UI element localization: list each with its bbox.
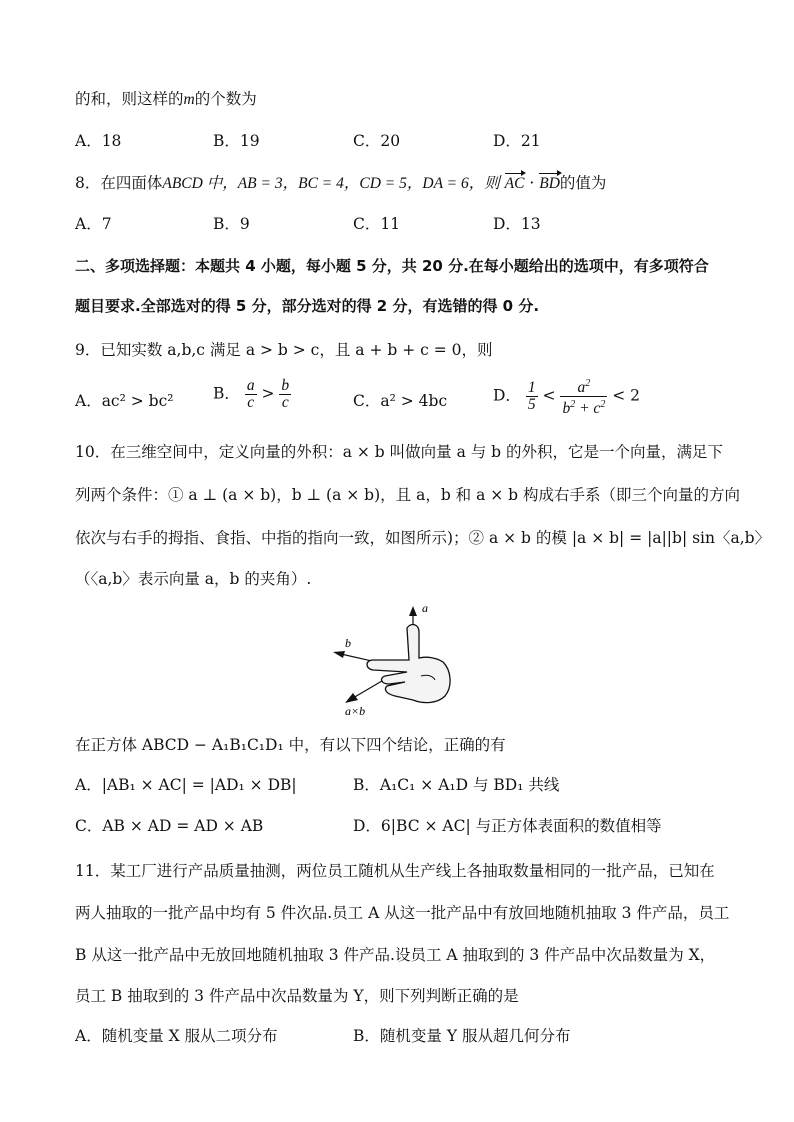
q10-line5: 在正方体 ABCD − A₁B₁C₁D₁ 中，有以下四个结论，正确的有 xyxy=(75,736,506,754)
q8-stem: 8．在四面体ABCD 中，AB = 3，BC = 4，CD = 5，DA = 6，则 AC · BD的值为 xyxy=(75,174,607,192)
q7-option-c: C．20 xyxy=(353,132,401,150)
vector-ac: AC xyxy=(504,175,525,192)
fraction-b-over-c: $\frac{b}{c}$ xyxy=(281,377,290,411)
q11-line4: 员工 B 抽取到的 3 件产品中次品数量为 Y，则下列判断正确的是 xyxy=(75,987,519,1005)
q7-option-b: B．19 xyxy=(213,132,260,150)
section2-line2: 题目要求.全部选对的得 5 分，部分选对的得 2 分，有选错的得 0 分. xyxy=(75,297,540,315)
right-hand-rule-figure xyxy=(325,600,465,720)
vector-b-arrowhead xyxy=(333,651,345,658)
vector-axb-label: a×b xyxy=(345,704,366,718)
q11-line2: 两人抽取的一批产品中均有 5 件次品.员工 A 从这一批产品中有放回地随机抽取 3 件产品，员工 xyxy=(75,904,730,922)
q9-option-d-label: D． xyxy=(493,386,521,405)
fraction-a-over-c: $\frac{a}{c}$ xyxy=(246,377,255,411)
q7-option-d: D．21 xyxy=(493,132,541,150)
q10-line4: （〈a,b〉表示向量 a，b 的夹角）. xyxy=(75,570,312,588)
q8-option-d: D．13 xyxy=(493,215,541,233)
hand-outline xyxy=(367,625,450,703)
q7-var: m xyxy=(183,91,195,108)
q7-tail2: 的个数为 xyxy=(194,90,257,108)
q11-line3: B 从这一批产品中无放回地随机抽取 3 件产品.设员工 A 抽取到的 3 件产品中次品数量为 X， xyxy=(75,946,716,964)
q9-stem: 9．已知实数 a,b,c 满足 a > b > c，且 a + b + c = 0，则 xyxy=(75,341,493,359)
q11-option-a: A．随机变量 X 服从二项分布 xyxy=(75,1027,278,1045)
q10-line1: 10．在三维空间中，定义向量的外积：a × b 叫做向量 a 与 b 的外积，它是一个向量，满足下 xyxy=(75,443,724,461)
vector-a-arrowhead xyxy=(409,606,417,616)
q8-suffix: 的值为 xyxy=(559,174,607,192)
q11-line1: 11．某工厂进行产品质量抽测，两位员工随机从生产线上各抽取数量相同的一批产品，已知在 xyxy=(75,862,715,880)
q10-option-a: A．|AB₁ × AC| = |AD₁ × DB| xyxy=(75,776,297,794)
q9-option-c: C．a² > 4bc xyxy=(353,392,448,410)
q8-option-a: A．7 xyxy=(75,215,112,233)
vector-a-label: a xyxy=(422,601,428,615)
q8-option-c: C．11 xyxy=(353,215,401,233)
vector-bd: BD xyxy=(539,175,560,192)
fraction-a2-over-b2c2: $\frac{a^2}{b^2 + c^2}$ xyxy=(562,378,606,418)
vector-b-label: b xyxy=(345,636,351,650)
section2-line1: 二、多项选择题：本题共 4 小题，每小题 5 分，共 20 分.在每小题给出的选项中，有多项符合 xyxy=(75,257,709,275)
q10-option-d: D．6|BC × AC| 与正方体表面积的数值相等 xyxy=(353,817,662,835)
q8-prefix: 8．在四面体 xyxy=(75,174,163,192)
q7-tail-text: 的和，则这样的 xyxy=(75,90,184,108)
q10-line3: 依次与右手的拇指、食指、中指的指向一致，如图所示)；② a × b 的模 |a × b| = |a||b| sin〈a,b〉 xyxy=(75,529,771,547)
q7-option-a: A．18 xyxy=(75,132,122,150)
q10-option-b: B．A₁C₁ × A₁D 与 BD₁ 共线 xyxy=(353,776,560,794)
q9-option-a: A．ac² > bc² xyxy=(75,392,174,410)
q9-option-b: B． $\frac{a}{c}$ > $\frac{b}{c}$ xyxy=(213,377,290,411)
fraction-one-fifth: $\frac{1}{5}$ xyxy=(527,379,536,414)
vector-axb-arrowhead xyxy=(345,693,358,703)
q11-option-b: B．随机变量 Y 服从超几何分布 xyxy=(353,1027,571,1045)
q8-option-b: B．9 xyxy=(213,215,250,233)
q8-text: ABCD 中，AB = 3，BC = 4，CD = 5，DA = 6，则 xyxy=(162,175,500,192)
q9-option-b-label: B． xyxy=(213,384,240,403)
q10-line2: 列两个条件：① a ⊥ (a × b)，b ⊥ (a × b)，且 a，b 和 a × b 构成右手系（即三个向量的方向 xyxy=(75,486,741,504)
q10-option-c: C．AB × AD = AD × AB xyxy=(75,817,264,835)
q7-tail xyxy=(75,89,257,110)
q9-option-d: D． $\frac{1}{5}$ < $\frac{a^2}{b^2 + c^2}$ < 2 xyxy=(493,378,641,418)
